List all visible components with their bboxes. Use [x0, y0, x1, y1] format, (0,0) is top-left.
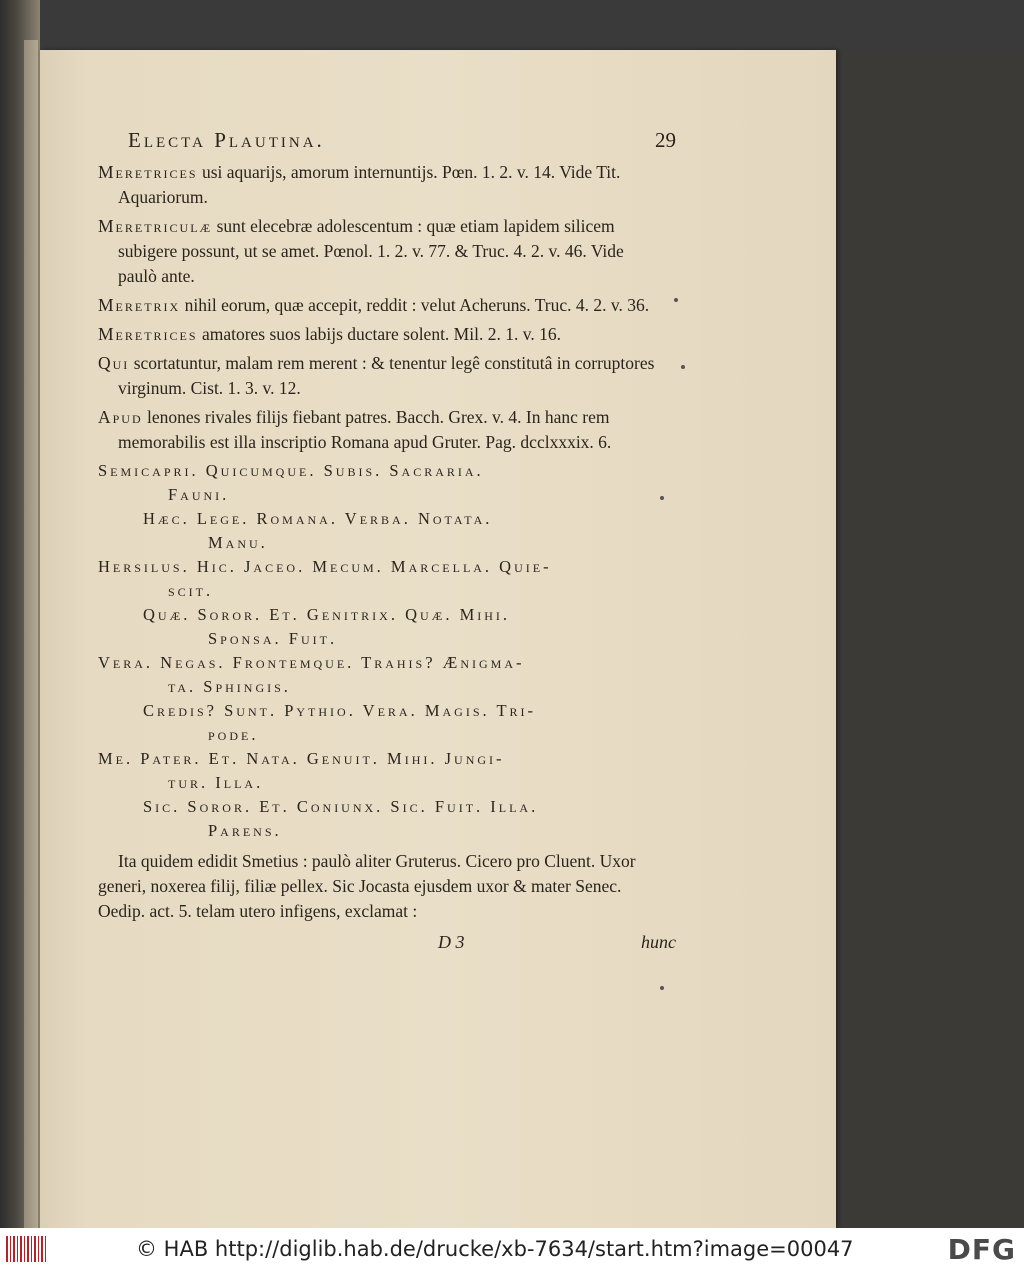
entry-text: amatores suos labijs ductare solent. Mil. 2. 1. v. 16. — [197, 324, 561, 344]
ink-speck — [660, 986, 664, 990]
inscription-line: Manu. — [208, 533, 268, 552]
closing-paragraph: Ita quidem edidit Smetius : paulò aliter Gruterus. Cicero pro Cluent. Uxor generi, noxerea filij, filiæ pellex. Sic Jocasta ejusdem uxor & mater Senec. Oedip. act. 5. telam utero infigens, exclamat : — [98, 851, 636, 921]
catchword: hunc — [641, 932, 676, 952]
page-edge-stack — [24, 40, 38, 1228]
entries-list — [98, 160, 658, 455]
inscription-line: Fauni. — [168, 485, 230, 504]
inscription-line: Hæc. Lege. Romana. Verba. Notata. — [143, 509, 493, 528]
hab-barcode-icon — [6, 1236, 46, 1262]
entry-lead-word: Meretriculæ — [98, 216, 213, 236]
inscription-line: ta. Sphingis. — [168, 677, 291, 696]
entry-lead-word: Meretrices — [98, 162, 198, 182]
inscription-line: scit. — [168, 581, 214, 600]
dark-background-right — [836, 50, 1024, 1228]
ink-speck — [660, 496, 664, 500]
page-footer — [98, 932, 676, 962]
inscription-block — [98, 459, 658, 843]
entry-text: lenones rivales filijs fiebant patres. Bacch. Grex. v. 4. In hanc rem memorabilis est illa inscriptio Romana apud Gruter. Pag. dcclxxxix. 6. — [118, 407, 612, 452]
entry-lead-word: Qui — [98, 353, 130, 373]
book-page — [40, 50, 836, 1228]
entry-lead-word: Meretrices — [98, 324, 198, 344]
entry-text: usi aquarijs, amorum internuntijs. Pœn. 1. 2. v. 14. Vide Tit. Aquariorum. — [118, 162, 621, 207]
inscription-line: tur. Illa. — [168, 773, 264, 792]
page-text — [98, 128, 676, 962]
entry-item — [98, 322, 658, 347]
entry-text: nihil eorum, quæ accepit, reddit : velut Acheruns. Truc. 4. 2. v. 36. — [180, 295, 650, 315]
inscription-line: Sponsa. Fuit. — [208, 629, 338, 648]
inscription-line: Parens. — [208, 821, 282, 840]
running-title: Electa Plautina. — [128, 128, 325, 152]
viewer-footer-bar — [0, 1228, 1024, 1270]
ink-speck — [681, 365, 685, 369]
inscription-line: Hersilus. Hic. Jaceo. Mecum. Marcella. Quie- — [98, 557, 552, 576]
inscription-line: Me. Pater. Et. Nata. Genuit. Mihi. Jungi- — [98, 749, 505, 768]
entry-lead-word: Meretrix — [98, 295, 181, 315]
inscription-line: pode. — [208, 725, 259, 744]
inscription-line: Credis? Sunt. Pythio. Vera. Magis. Tri- — [143, 701, 537, 720]
entry-item — [98, 405, 658, 455]
entry-lead-word: Apud — [98, 407, 143, 427]
signature-mark: D 3 — [438, 932, 465, 952]
inscription-line: Quæ. Soror. Et. Genitrix. Quæ. Mihi. — [143, 605, 511, 624]
entry-text: scortatuntur, malam rem merent : & tenentur legê constitutâ in corruptores virginum. Cist. 1. 3. v. 12. — [118, 353, 655, 398]
inscription-line: Vera. Negas. Frontemque. Trahis? Ænigma- — [98, 653, 525, 672]
inscription-line: Sic. Soror. Et. Coniunx. Sic. Fuit. Illa. — [143, 797, 539, 816]
inscription-line: Semicapri. Quicumque. Subis. Sacraria. — [98, 461, 484, 480]
page-number: 29 — [655, 128, 676, 152]
entry-item — [98, 351, 658, 401]
running-header — [98, 128, 676, 160]
entry-item — [98, 160, 658, 210]
entry-item — [98, 293, 658, 318]
ink-speck — [674, 298, 678, 302]
dfg-logo: DFG — [947, 1233, 1016, 1266]
copyright-link[interactable]: © HAB http://diglib.hab.de/drucke/xb-7634/start.htm?image=00047 — [136, 1237, 854, 1261]
book-spine-strip — [0, 0, 40, 1228]
entry-item — [98, 214, 658, 289]
entry-text: sunt elecebræ adolescentum : quæ etiam lapidem silicem subigere possunt, ut se amet. Pœnol. 1. 2. v. 77. & Truc. 4. 2. v. 46. Vide paulò ante. — [118, 216, 624, 286]
